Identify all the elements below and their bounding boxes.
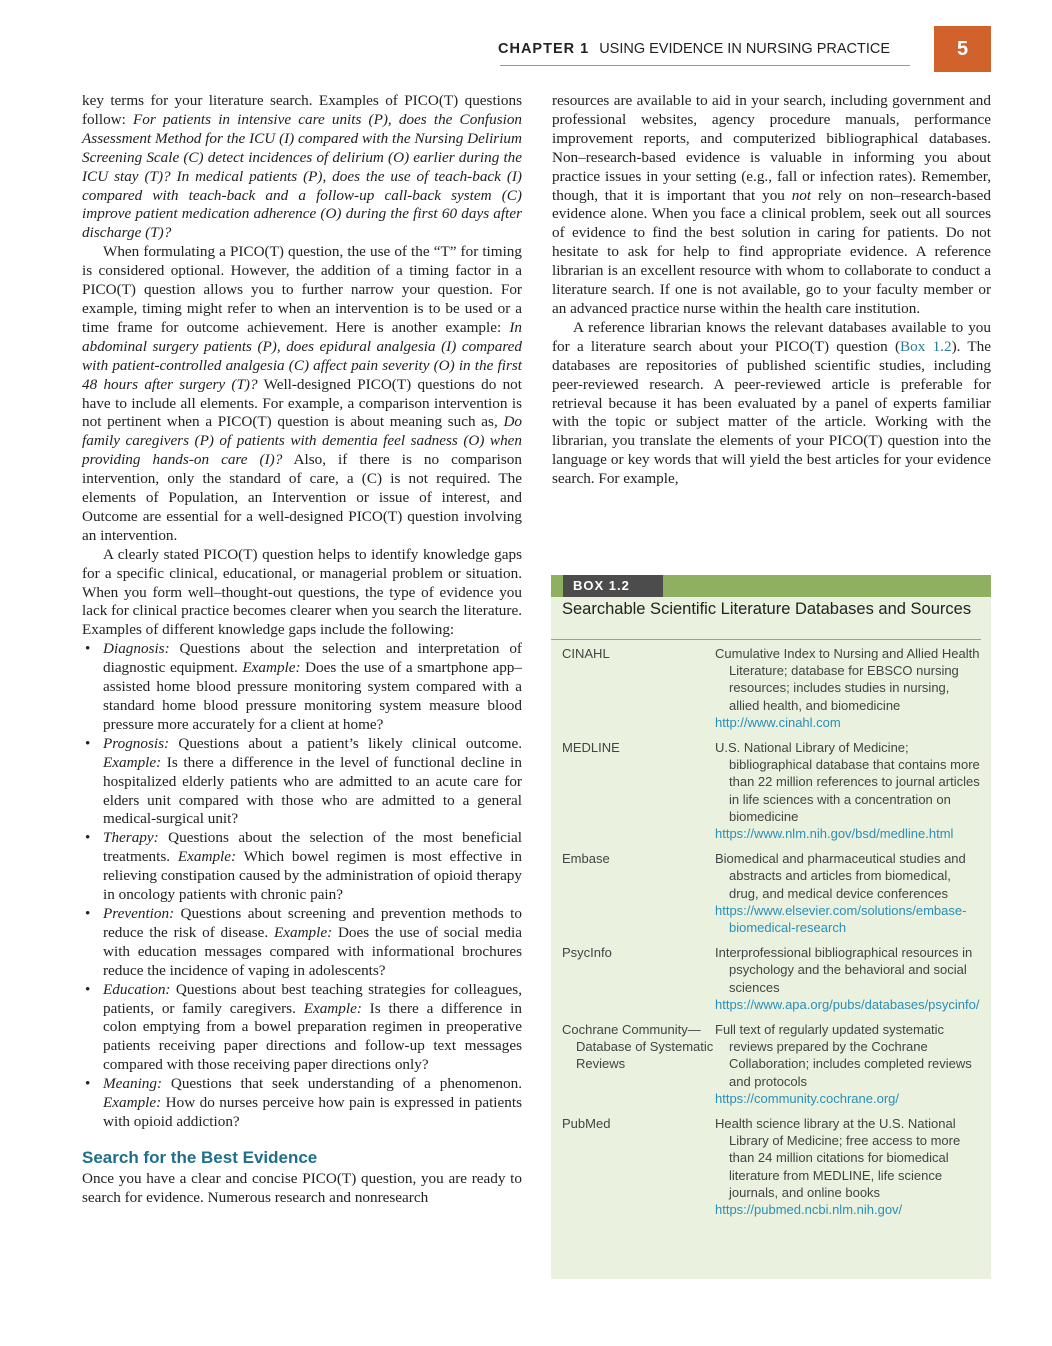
paragraph: [552, 92, 991, 319]
box-title: Searchable Scientific Literature Databases and Sources: [562, 600, 972, 618]
database-entry: [551, 645, 991, 731]
text: Well-designed PICO(T) questions do not have to include all elements. For example, a comparison intervention is not pertinent when a PICO(T) question is about meaning such as,: [82, 375, 522, 431]
database-entry: [551, 739, 991, 842]
text: ). The databases are repositories of published scientific studies, including peer-reviewed research. A peer-reviewed article is preferable for retrieval because it has been evaluated by a panel of experts familiar with the topic or subject matter of the article. Working with the librarian, you translate the elements of your PICO(T) question into the language or key words that will yield the best articles for your evidence search. For example,: [552, 337, 991, 488]
term: Prevention:: [103, 904, 175, 922]
right-column: [552, 92, 991, 489]
text: Is there a difference in colon emptying from a bowel preparation regimen in preoperative patients receiving paper directions and follow-up text messages compared with those receiving paper directions only?: [103, 999, 522, 1074]
example-label: Example:: [103, 1094, 162, 1112]
text: Is there a difference in the level of functional decline in hospitalized elderly patients who are admitted to an acute care for elders unit compared with those who are admitted to a general medical-surgical unit?: [103, 753, 522, 828]
description-text: Biomedical and pharmaceutical studies and abstracts and articles from biomedical, drug, and medical device conferences: [715, 851, 966, 901]
database-url-link[interactable]: https://www.elsevier.com/solutions/embase-biomedical-research: [715, 902, 967, 936]
database-entry: [551, 1115, 991, 1218]
database-description: [714, 1021, 982, 1107]
text: resources are available to aid in your search, including government and professional websites, agency procedure manuals, performance improvement reports, and computerized bibliographical databases. Non–research-based evidence is valuable in informing you about practice issues in your setting (e.g., fall or infection rates). Remember, though, that it is important that you: [552, 92, 991, 204]
text: When formulating a PICO(T) question, the use of the “T” for timing is considered optional. However, the addition of a timing factor in a PICO(T) question allows you to further narrow your question. For example, timing might refer to when an intervention is to be used or a time frame for outcome achievement. Here is another example:: [82, 243, 522, 336]
text: Questions about the selection of the most beneficial treatments.: [103, 829, 522, 866]
list-item: [82, 981, 522, 1076]
term: Meaning:: [103, 1075, 163, 1093]
term: Education:: [103, 980, 171, 998]
paragraph: [82, 92, 522, 243]
text: Questions about screening and prevention methods to reduce the risk of disease.: [103, 904, 522, 941]
list-item: [82, 905, 522, 981]
example-label: Example:: [103, 753, 162, 771]
database-name: [551, 944, 714, 1013]
list-item: [82, 735, 522, 830]
running-header: [498, 40, 910, 62]
database-description: [714, 1115, 982, 1218]
database-url-link[interactable]: https://www.apa.org/pubs/databases/psycinfo/: [715, 996, 980, 1012]
box-reference-link[interactable]: Box 1.2: [900, 337, 952, 355]
description-text: Full text of regularly updated systematic reviews prepared by the Cochrane Collaboration; includes completed reviews and protocols: [715, 1022, 972, 1089]
text: A reference librarian knows the relevant databases available to you for a literature search about your PICO(T) question (: [552, 318, 991, 355]
text: Questions that seek understanding of a phenomenon.: [162, 1075, 522, 1093]
database-name: [551, 850, 714, 936]
emphasis: not: [791, 186, 812, 204]
example-label: Example:: [242, 659, 301, 677]
example-text: For patients in intensive care units (P), does the Confusion Assessment Method for the ICU (I) compared with the Nursing Delirium Screening Scale (C) detect incidences of delirium (O) earlier during the ICU stay (T)? In medical patients (P), does the use of teach-back (I) compared with teach-back and a follow-up call-back system (C) improve patient medication adherence (O) during the first 60 days after discharge (T)?: [82, 110, 523, 242]
box-label: BOX 1.2: [563, 575, 663, 597]
text: Does the use of a smartphone app–assisted home blood pressure monitoring system compared with a standard home blood pressure monitoring system measure blood pressure more accurately for a client at home?: [103, 659, 522, 733]
term: Diagnosis:: [103, 640, 170, 658]
list-item: [82, 1075, 522, 1132]
description-text: Health science library at the U.S. National Library of Medicine; free access to more than 24 million citations for biomedical literature from MEDLINE, life science journals, and online books: [715, 1116, 961, 1200]
paragraph: A clearly stated PICO(T) question helps to identify knowledge gaps for a specific clinical, educational, or managerial problem or situation. When you form well–thought-out questions, the type of evidence you lack for clinical practice becomes clearer when you search the literature. Examples of different knowledge gaps include the following:: [82, 545, 522, 639]
database-url-link[interactable]: https://www.nlm.nih.gov/bsd/medline.html: [715, 826, 954, 842]
name-text: PsycInfo: [562, 945, 612, 961]
database-name: [551, 645, 714, 731]
example-label: Example:: [273, 923, 333, 941]
database-name: [551, 1115, 714, 1218]
example-text: Do family caregivers (P) of patients with dementia feel sadness (O) when providing hands-on care (I)?: [82, 413, 522, 469]
description-text: Cumulative Index to Nursing and Allied Health Literature; database for EBSCO nursing resources; includes studies in nursing, allied health, and biomedicine: [715, 646, 980, 713]
text: Questions about the selection and interpretation of diagnostic equipment.: [103, 640, 522, 677]
chapter-label: CHAPTER 1: [498, 41, 590, 57]
name-text: Cochrane Community—: [562, 1022, 701, 1038]
text: key terms for your literature search. Examples of PICO(T) questions follow:: [82, 92, 522, 128]
text: Which bowel regimen is most effective in relieving constipation caused by the administration of opioid therapy in oncology patients with chronic pain?: [103, 848, 523, 904]
list-item: [82, 640, 522, 735]
chapter-title: USING EVIDENCE IN NURSING PRACTICE: [599, 41, 891, 57]
example-label: Example:: [177, 848, 237, 866]
database-url-link[interactable]: http://www.cinahl.com: [715, 714, 841, 730]
section-heading: Search for the Best Evidence: [82, 1147, 318, 1167]
text: Does the use of social media with education messages compared with informational brochures reduce the incidence of vaping in adolescents?: [103, 923, 522, 979]
database-url-link[interactable]: https://community.cochrane.org/: [715, 1090, 900, 1106]
term: Therapy:: [103, 829, 159, 847]
database-description: [714, 739, 982, 842]
database-name: [551, 1021, 714, 1107]
database-entry: [551, 944, 991, 1013]
paragraph: [82, 243, 522, 546]
description-text: U.S. National Library of Medicine; bibliographical database that contains more than 22 million references to journal articles in life sciences with a concentration on biomedicine: [715, 740, 980, 824]
header-rule: [500, 65, 910, 66]
database-entry: [551, 1021, 991, 1107]
term: Prognosis:: [103, 734, 170, 752]
list-item: [82, 829, 522, 905]
page-number: 5: [934, 26, 991, 72]
text: How do nurses perceive how pain is expressed in patients with opioid addiction?: [103, 1094, 522, 1130]
text: Questions about best teaching strategies for colleagues, patients, or family caregivers.: [103, 980, 522, 1017]
name-text: MEDLINE: [562, 740, 620, 756]
name-text: PubMed: [562, 1116, 611, 1132]
database-description: [714, 850, 982, 936]
chapter-heading: [498, 41, 890, 57]
database-list: [551, 645, 991, 1226]
example-text: In abdominal surgery patients (P), does epidural analgesia (I) compared with patient-controlled analgesia (C) affect pain severity (O) in the first 48 hours after surgery (T)?: [82, 318, 522, 393]
example-label: Example:: [303, 999, 362, 1017]
paragraph: Once you have a clear and concise PICO(T) question, you are ready to search for evidence. Numerous research and nonresearch: [82, 1169, 522, 1206]
database-url-link[interactable]: https://pubmed.ncbi.nlm.nih.gov/: [715, 1202, 903, 1218]
database-entry: [551, 850, 991, 936]
description-text: Interprofessional bibliographical resources in psychology and the behavioral and social sciences: [715, 945, 973, 995]
box-1-2: [551, 575, 991, 1279]
left-column: [82, 92, 522, 1208]
name-text: CINAHL: [562, 646, 610, 661]
text: Questions about a patient’s likely clinical outcome.: [169, 734, 522, 752]
text: rely on non–research-based evidence alone. When you face a clinical problem, seek out all sources of evidence to find the best solution in caring for patients. Do not hesitate to ask for help to find appropriate evidence. A reference librarian is an excellent resource with whom to collaborate to conduct a literature search. If one is not available, go to your faculty member or an advanced practice nurse within the health care institution.: [552, 186, 991, 317]
database-description: [714, 944, 982, 1013]
database-description: [714, 645, 982, 731]
box-rule: [551, 639, 981, 640]
text: Also, if there is no comparison intervention, only the standard of care, a (C) is not required. The elements of Population, an Intervention or issue of interest, and Outcome are essential for a well-designed PICO(T) question involving an intervention.: [82, 451, 522, 544]
knowledge-gap-list: [82, 640, 522, 1132]
database-name: [551, 739, 714, 842]
name-text: Embase: [562, 851, 610, 867]
paragraph: [552, 319, 991, 489]
name-continued: Database of Systematic Reviews: [576, 1039, 714, 1072]
